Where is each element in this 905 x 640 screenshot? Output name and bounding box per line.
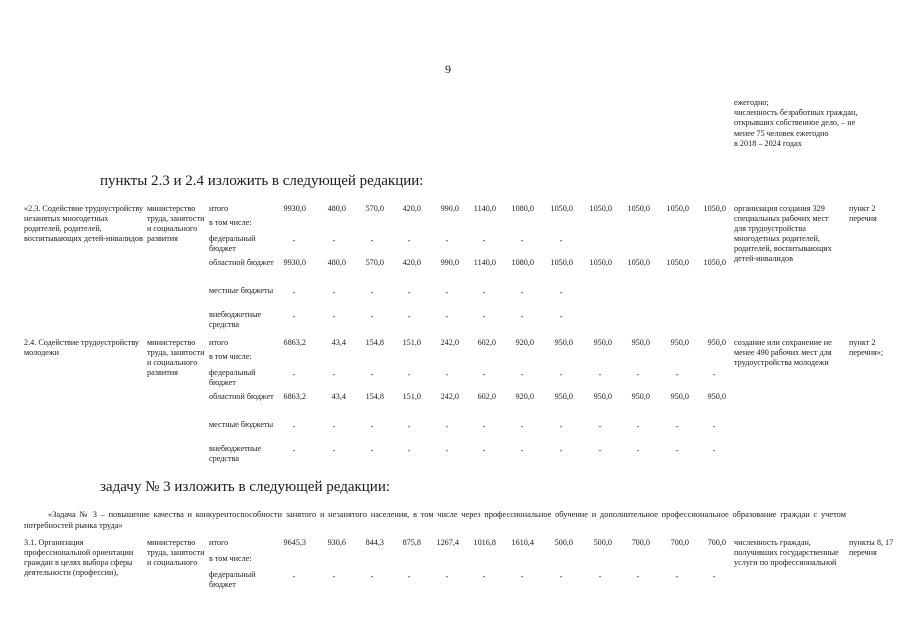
value-cell: 1016,8	[473, 538, 496, 547]
page-number: 9	[445, 62, 451, 76]
value-cell: -	[332, 446, 336, 455]
value-cell: 9930,0	[283, 258, 306, 267]
value-cell: -	[370, 370, 374, 379]
result-cell: организация создания 329 специальных рабочих мест для трудоустройства многодетных родителей, родителей, воспитывающих детей-инвалидов	[734, 204, 832, 263]
funding-source: федеральный бюджет	[209, 234, 256, 253]
heading-task-3: задачу № 3 изложить в следующей редакции:	[100, 479, 391, 495]
value-cell: -	[445, 422, 449, 431]
value-cell: -	[636, 572, 640, 581]
value-cell: -	[292, 370, 296, 379]
value-cell: -	[292, 288, 296, 297]
value-cell: 950,0	[707, 392, 726, 401]
value-cell: 1050,0	[666, 204, 689, 213]
value-cell: -	[520, 312, 524, 321]
value-cell: -	[712, 446, 716, 455]
value-cell: -	[598, 422, 602, 431]
value-cell: -	[292, 572, 296, 581]
value-cell: -	[292, 312, 296, 321]
value-cell: 1050,0	[550, 258, 573, 267]
value-cell: 420,0	[402, 258, 421, 267]
value-cell: -	[370, 312, 374, 321]
funding-source: итого	[209, 338, 229, 347]
value-cell: -	[332, 312, 336, 321]
value-cell: 602,0	[477, 392, 496, 401]
value-cell: -	[482, 236, 486, 245]
heading-points-2-3-2-4: пункты 2.3 и 2.4 изложить в следующей редакции:	[100, 173, 424, 189]
value-cell: 9930,0	[283, 204, 306, 213]
value-cell: -	[370, 236, 374, 245]
funding-source: итого	[209, 538, 229, 547]
value-cell: 950,0	[554, 392, 573, 401]
value-cell: -	[636, 422, 640, 431]
value-cell: -	[407, 370, 411, 379]
value-cell: -	[445, 236, 449, 245]
funding-source: областной бюджет	[209, 392, 274, 401]
funding-source: внебюджетные средства	[209, 444, 262, 463]
value-cell: 700,0	[670, 538, 689, 547]
value-cell: 6863,2	[283, 338, 306, 347]
value-cell: -	[332, 236, 336, 245]
ministry-cell: министерство труда, занятости и социального развития	[147, 338, 205, 377]
funding-source: итого	[209, 204, 229, 213]
value-cell: -	[407, 288, 411, 297]
value-cell: 950,0	[593, 338, 612, 347]
value-cell: 700,0	[707, 538, 726, 547]
value-cell: -	[482, 312, 486, 321]
value-cell: 242,0	[440, 392, 459, 401]
value-cell: 570,0	[365, 258, 384, 267]
value-cell: 500,0	[593, 538, 612, 547]
value-cell: 1080,0	[511, 258, 534, 267]
funding-source: в том числе:	[209, 554, 252, 563]
value-cell: -	[407, 572, 411, 581]
action-cell: «2.3. Содействие трудоустройству незанятых многодетных родителей, родителей, воспитывающих детей-инвалидов	[24, 204, 144, 243]
value-cell: -	[482, 370, 486, 379]
funding-source: в том числе:	[209, 218, 252, 227]
value-cell: 151,0	[402, 392, 421, 401]
ministry-cell: министерство труда, занятости и социального	[147, 538, 205, 567]
value-cell: 9645,3	[283, 538, 306, 547]
value-cell: -	[332, 422, 336, 431]
value-cell: -	[675, 422, 679, 431]
value-cell: 1050,0	[550, 204, 573, 213]
value-cell: -	[370, 446, 374, 455]
value-cell: 480,0	[327, 258, 346, 267]
value-cell: 950,0	[631, 338, 650, 347]
value-cell: -	[332, 288, 336, 297]
value-cell: -	[520, 288, 524, 297]
result-cell: численность граждан, получивших государственные услуги по профессиональной	[734, 538, 839, 567]
value-cell: 700,0	[631, 538, 650, 547]
value-cell: -	[559, 572, 563, 581]
value-cell: -	[370, 288, 374, 297]
value-cell: 570,0	[365, 204, 384, 213]
value-cell: 500,0	[554, 538, 573, 547]
value-cell: -	[332, 370, 336, 379]
value-cell: -	[292, 236, 296, 245]
value-cell: 1140,0	[473, 204, 496, 213]
funding-source: федеральный бюджет	[209, 368, 256, 387]
value-cell: 1610,4	[511, 538, 534, 547]
value-cell: -	[445, 288, 449, 297]
value-cell: 990,0	[440, 258, 459, 267]
funding-source: местные бюджеты	[209, 420, 274, 429]
value-cell: -	[407, 422, 411, 431]
value-cell: 43,4	[331, 338, 346, 347]
ministry-cell: министерство труда, занятости и социального развития	[147, 204, 205, 243]
value-cell: -	[636, 446, 640, 455]
value-cell: -	[370, 572, 374, 581]
reference-cell: пункт 2 перечня»;	[849, 338, 884, 357]
value-cell: 1267,4	[436, 538, 459, 547]
value-cell: -	[445, 446, 449, 455]
value-cell: -	[675, 446, 679, 455]
value-cell: -	[332, 572, 336, 581]
value-cell: 1050,0	[627, 258, 650, 267]
value-cell: 420,0	[402, 204, 421, 213]
value-cell: 6863,2	[283, 392, 306, 401]
value-cell: 1050,0	[589, 258, 612, 267]
task-3-text: «Задача № 3 – повышение качества и конкурентоспособности занятого и незанятого населения, в том числе через профессиональное обучение и дополнительное профессиональное образование граждан с учетом потребностей рынка труда»	[24, 510, 846, 530]
value-cell: 950,0	[631, 392, 650, 401]
value-cell: 950,0	[554, 338, 573, 347]
value-cell: -	[520, 572, 524, 581]
value-cell: 875,8	[402, 538, 421, 547]
value-cell: 844,3	[365, 538, 384, 547]
reference-cell: пункты 8, 17 перечня	[849, 538, 894, 557]
value-cell: -	[520, 446, 524, 455]
value-cell: -	[482, 446, 486, 455]
value-cell: -	[712, 370, 716, 379]
value-cell: 43,4	[331, 392, 346, 401]
value-cell: -	[636, 370, 640, 379]
value-cell: -	[520, 370, 524, 379]
value-cell: -	[482, 572, 486, 581]
value-cell: 1080,0	[511, 204, 534, 213]
value-cell: -	[559, 288, 563, 297]
value-cell: -	[445, 572, 449, 581]
funding-source: федеральный бюджет	[209, 570, 256, 589]
funding-source: областной бюджет	[209, 258, 274, 267]
value-cell: -	[370, 422, 374, 431]
action-cell: 3.1. Организация профессиональной ориентации граждан в целях выбора сферы деятельности (профессии),	[24, 538, 134, 577]
funding-source: в том числе:	[209, 352, 252, 361]
value-cell: -	[675, 572, 679, 581]
value-cell: 950,0	[670, 392, 689, 401]
value-cell: 1050,0	[703, 204, 726, 213]
value-cell: 1050,0	[627, 204, 650, 213]
value-cell: 602,0	[477, 338, 496, 347]
value-cell: 1050,0	[589, 204, 612, 213]
value-cell: 950,0	[707, 338, 726, 347]
value-cell: -	[675, 370, 679, 379]
value-cell: 480,0	[327, 204, 346, 213]
value-cell: 950,0	[593, 392, 612, 401]
value-cell: -	[407, 446, 411, 455]
action-cell: 2.4. Содействие трудоустройству молодежи	[24, 338, 140, 357]
value-cell: 920,0	[515, 338, 534, 347]
value-cell: 1140,0	[473, 258, 496, 267]
value-cell: 920,0	[515, 392, 534, 401]
value-cell: 950,0	[670, 338, 689, 347]
value-cell: -	[445, 312, 449, 321]
funding-source: местные бюджеты	[209, 286, 274, 295]
funding-source: внебюджетные средства	[209, 310, 262, 329]
value-cell: -	[712, 422, 716, 431]
value-cell: -	[520, 422, 524, 431]
value-cell: -	[292, 422, 296, 431]
reference-cell: пункт 2 перечня	[849, 204, 877, 223]
value-cell: -	[292, 446, 296, 455]
value-cell: -	[482, 422, 486, 431]
value-cell: 242,0	[440, 338, 459, 347]
value-cell: -	[559, 370, 563, 379]
value-cell: -	[407, 236, 411, 245]
value-cell: -	[598, 572, 602, 581]
value-cell: -	[445, 370, 449, 379]
value-cell: 151,0	[402, 338, 421, 347]
top-note: ежегодно; численность безработных граждан, открывших собственное дело, – не менее 75 человек ежегодно в 2018 – 2024 годах	[734, 98, 858, 148]
value-cell: 930,6	[327, 538, 346, 547]
value-cell: -	[559, 236, 563, 245]
value-cell: 154,8	[365, 392, 384, 401]
value-cell: -	[482, 288, 486, 297]
value-cell: 1050,0	[666, 258, 689, 267]
value-cell: -	[407, 312, 411, 321]
value-cell: -	[520, 236, 524, 245]
value-cell: -	[559, 446, 563, 455]
value-cell: 154,8	[365, 338, 384, 347]
value-cell: -	[559, 422, 563, 431]
value-cell: -	[559, 312, 563, 321]
value-cell: -	[712, 572, 716, 581]
value-cell: -	[598, 446, 602, 455]
value-cell: 1050,0	[703, 258, 726, 267]
value-cell: 990,0	[440, 204, 459, 213]
result-cell: создание или сохранение не менее 490 рабочих мест для трудоустройства молодежи	[734, 338, 832, 367]
value-cell: -	[598, 370, 602, 379]
